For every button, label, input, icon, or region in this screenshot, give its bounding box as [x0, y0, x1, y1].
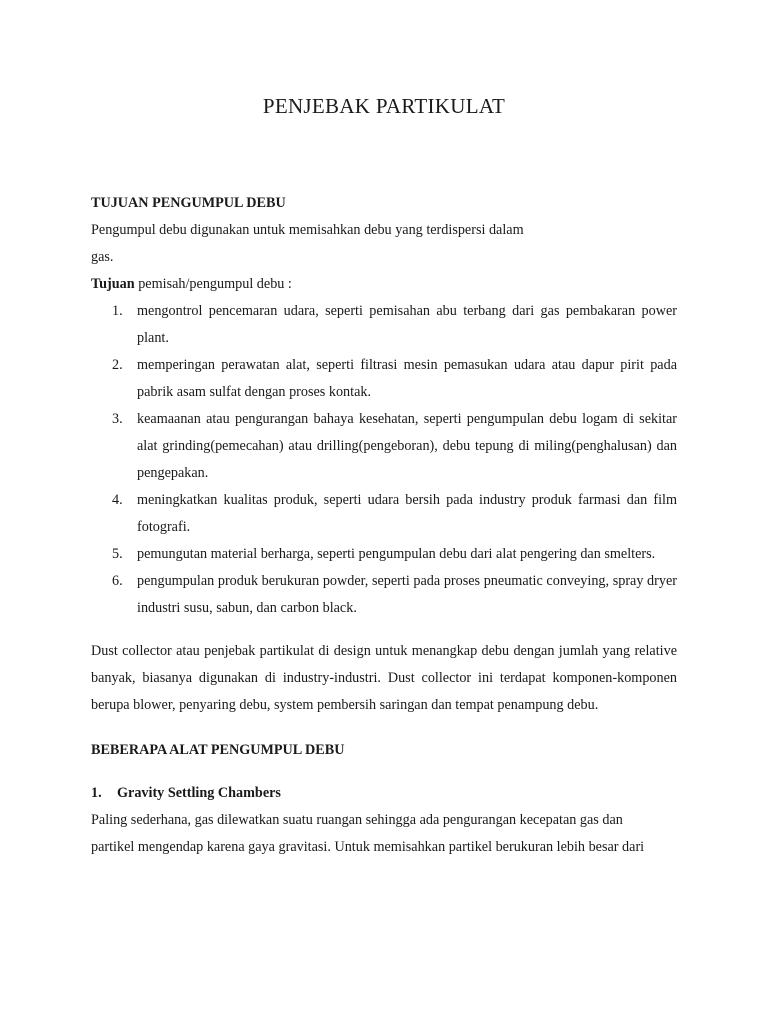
list-item [91, 541, 677, 568]
list-item [91, 568, 677, 622]
list-item [91, 487, 677, 541]
intro-line-2: gas. [91, 249, 114, 265]
list-item-number: 6. [112, 573, 123, 589]
list-item [91, 298, 677, 352]
subsection-title: Gravity Settling Chambers [117, 785, 281, 801]
subsection-heading [91, 780, 677, 807]
list-item-number: 4. [112, 492, 123, 508]
subsection-number: 1. [91, 785, 102, 801]
spacer [91, 622, 677, 638]
section-heading-alat: BEBERAPA ALAT PENGUMPUL DEBU [91, 742, 345, 758]
dust-collector-paragraph: Dust collector atau penjebak partikulat di design untuk menangkap debu dengan jumlah yang relative banyak, biasanya digunakan di industry-industri. Dust collector ini terdapat komponen-komponen berupa blower, penyaring debu, system pembersih saringan dan tempat penampung debu. [91, 643, 677, 713]
purpose-bold-label: Tujuan [91, 276, 135, 292]
subsection-line-2: partikel mengendap karena gaya gravitasi. Untuk memisahkan partikel berukuran lebih besar dari [91, 839, 645, 855]
list-item-number: 5. [112, 546, 123, 562]
purpose-line [91, 271, 677, 298]
list-item-number: 2. [112, 357, 123, 373]
document-title: PENJEBAK PARTIKULAT [262, 94, 506, 118]
intro-line-1: Pengumpul debu digunakan untuk memisahkan debu yang terdispersi dalam [91, 222, 524, 238]
list-item-text: pemungutan material berharga, seperti pengumpulan debu dari alat pengering dan smelters. [137, 546, 656, 562]
section-heading-tujuan: TUJUAN PENGUMPUL DEBU [91, 195, 286, 211]
list-item-text: mengontrol pencemaran udara, seperti pemisahan abu terbang dari gas pembakaran power plant. [137, 303, 677, 346]
list-item [91, 406, 677, 487]
list-item-number: 1. [112, 303, 123, 319]
list-item-text: meningkatkan kualitas produk, seperti udara bersih pada industry produk farmasi dan film fotografi. [137, 492, 677, 535]
subsection-line-1: Paling sederhana, gas dilewatkan suatu ruangan sehingga ada pengurangan kecepatan gas dan [91, 812, 623, 828]
list-item-text: pengumpulan produk berukuran powder, seperti pada proses pneumatic conveying, spray dryer industri susu, sabun, dan carbon black. [137, 573, 677, 616]
document-body [91, 190, 677, 861]
spacer [91, 719, 677, 737]
list-item-text: memperingan perawatan alat, seperti filtrasi mesin pemasukan udara atau dapur pirit pada pabrik asam sulfat dengan proses kontak. [137, 357, 677, 400]
list-item-number: 3. [112, 411, 123, 427]
list-item-text: keamaanan atau pengurangan bahaya kesehatan, seperti pengumpulan debu logam di sekitar alat grinding(pemecahan) atau drilling(pengeboran), debu tepung di miling(penghalusan) dan pengepakan. [137, 411, 677, 481]
spacer [91, 764, 677, 780]
purpose-rest: pemisah/pengumpul debu : [134, 276, 292, 292]
purpose-list [91, 298, 677, 622]
list-item [91, 352, 677, 406]
